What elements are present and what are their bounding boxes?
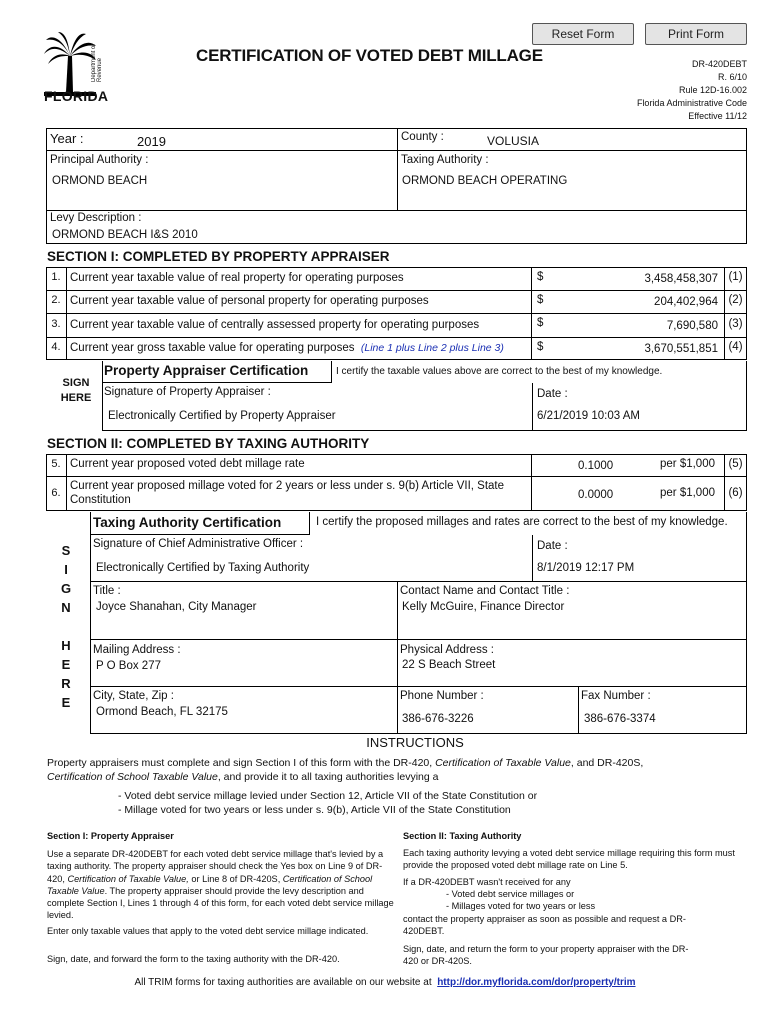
s1-row-line-3 (46, 337, 747, 338)
city-state-zip-value[interactable]: Ormond Beach, FL 32175 (96, 706, 228, 718)
form-meta (637, 58, 747, 123)
s2-row5-per: per $1,000 (660, 458, 715, 470)
s2-row6-text-line1: Current year proposed millage voted for 2 years or less under s. 9(b) Article VII, State (70, 480, 505, 492)
ta-line-3 (90, 686, 747, 687)
here-label: HERE (60, 392, 92, 404)
form-title: CERTIFICATION OF VOTED DEBT MILLAGE (196, 46, 543, 65)
s2-row-line (46, 476, 747, 477)
intro-bullet-2: - Millage voted for two years or less under s. 9(b), Article VII of the State Constitution (118, 804, 511, 816)
s2-row6-per: per $1,000 (660, 487, 715, 499)
physical-address-value[interactable]: 22 S Beach Street (402, 659, 496, 671)
s1-instructions-p3: Sign, date, and forward the form to the taxing authority with the DR-420. (47, 954, 340, 964)
s1-row1-dollar: $ (537, 271, 544, 283)
form-code: Florida Administrative Code (636, 98, 747, 108)
form-revision: R. 6/10 (717, 72, 747, 82)
s1-row-line-2 (46, 313, 747, 314)
fax-value[interactable]: 386-676-3374 (584, 713, 656, 725)
s1-instructions-p2: Enter only taxable values that apply to the voted debt service millage indicated. (47, 926, 369, 936)
dept-of-revenue-text: Department of Revenue (91, 43, 103, 82)
footer-text: All TRIM forms for taxing authorities are available on our website at (134, 977, 432, 988)
s2-row6-text-line2: Constitution (70, 494, 131, 506)
s1-row3-dollar: $ (537, 317, 544, 329)
pa-cert-text: I certify the taxable values above are correct to the best of my knowledge. (336, 366, 663, 377)
taxing-authority-value[interactable]: ORMOND BEACH OPERATING (402, 175, 568, 187)
s2-col-num (66, 454, 67, 511)
form-effective: Effective 11/12 (688, 111, 747, 121)
s1-row1-text: Current year taxable value of real property for operating purposes (70, 272, 404, 284)
section1-title: SECTION I: COMPLETED BY PROPERTY APPRAISER (47, 249, 390, 264)
county-value[interactable]: VOLUSIA (487, 134, 540, 148)
contact-label: Contact Name and Contact Title : (400, 585, 570, 597)
pa-cert-title: Property Appraiser Certification (104, 363, 309, 378)
county-label: County : (401, 131, 444, 143)
s1-row-line-1 (46, 290, 747, 291)
trim-forms-link[interactable]: http://dor.myflorida.com/dor/property/trim (437, 977, 636, 988)
s1-instructions-title: Section I: Property Appraiser (47, 831, 174, 841)
s1-row4-amount[interactable]: 3,670,551,851 (644, 343, 718, 355)
instructions-heading-text: INSTRUCTIONS (366, 735, 464, 750)
info-line-2 (46, 210, 747, 211)
s1-p1-c: or Line 8 of DR-420S, (188, 873, 283, 884)
intro-text-b: Certification of Taxable Value (435, 757, 571, 769)
phone-label: Phone Number : (400, 690, 484, 702)
sign-letter: G (60, 581, 72, 596)
sign-letter: I (64, 562, 68, 577)
s2-row5-value[interactable]: 0.1000 (578, 460, 614, 472)
s2-instructions-bullet-1: - Voted debt service millages or (446, 889, 575, 899)
footer (0, 977, 770, 988)
ta-date-value[interactable]: 8/1/2019 12:17 PM (537, 562, 635, 574)
physical-address-label: Physical Address : (400, 644, 494, 656)
pa-date-label: Date : (537, 388, 568, 400)
s1-col-amount (531, 267, 532, 360)
s1-row1-ref: (1) (728, 271, 743, 283)
ta-line-1 (90, 581, 747, 582)
instructions-intro (47, 756, 747, 784)
pa-date-value[interactable]: 6/21/2019 10:03 AM (537, 410, 640, 422)
s2-instructions-p3: contact the property appraiser as soon as possible and request a DR-420DEBT. (403, 914, 686, 937)
info-line-1 (46, 150, 747, 151)
s2-row5-ref: (5) (728, 458, 743, 470)
cao-signature-value[interactable]: Electronically Certified by Taxing Authority (96, 562, 310, 574)
s2-col-value (531, 454, 532, 511)
ta-line-2 (90, 639, 747, 640)
here-letter: H (61, 638, 71, 653)
pa-signature-value[interactable]: Electronically Certified by Property Appraiser (108, 410, 336, 422)
form-number: DR-420DEBT (691, 59, 747, 69)
s2-row6-ref: (6) (728, 487, 743, 499)
s2-row5-text: Current year proposed voted debt millage rate (70, 458, 305, 470)
ta-date-label: Date : (537, 540, 568, 552)
intro-bullet-1: - Voted debt service millage levied under Section 12, Article VII of the State Constitution or (118, 790, 538, 802)
s1-p1-d: Certification of School Taxable Value (47, 873, 373, 896)
intro-text-c: , and DR-420S, (570, 757, 644, 769)
ta-fax-divider (578, 686, 579, 734)
sign-letter: S (61, 543, 71, 558)
intro-text-d: Certification of School Taxable Value (47, 771, 218, 783)
s2-row6-text (70, 479, 504, 507)
s1-row4-ref: (4) (728, 341, 743, 353)
fax-label: Fax Number : (581, 690, 651, 702)
s1-row3-amount[interactable]: 7,690,580 (666, 320, 718, 332)
year-label: Year : (50, 131, 84, 146)
florida-logo-text: FLORIDA (44, 88, 109, 104)
levy-description-value[interactable]: ORMOND BEACH I&S 2010 (52, 229, 198, 241)
s1-row4-dollar: $ (537, 341, 544, 353)
here-letter: R (61, 676, 71, 691)
s2-row6-value[interactable]: 0.0000 (578, 489, 614, 501)
sign-vertical-label (56, 541, 76, 712)
contact-value[interactable]: Kelly McGuire, Finance Director (402, 601, 565, 613)
s2-instructions-title: Section II: Taxing Authority (403, 831, 522, 841)
sign-here-block-1 (58, 376, 94, 406)
s1-instructions-p1 (47, 848, 395, 922)
principal-authority-label: Principal Authority : (50, 154, 149, 166)
s1-row2-dollar: $ (537, 294, 544, 306)
reset-form-button[interactable]: Reset Form (532, 23, 634, 45)
year-value[interactable]: 2019 (137, 134, 166, 149)
ta-cert-title: Taxing Authority Certification (93, 515, 282, 530)
s2-instructions-p2: If a DR-420DEBT wasn't received for any (403, 877, 571, 887)
intro-text-a: Property appraisers must complete and sign Section I of this form with the DR-420, (47, 757, 436, 769)
s1-row4-num: 4. (51, 341, 61, 353)
pa-date-divider (532, 383, 533, 431)
instructions-heading (0, 735, 770, 750)
s1-row2-amount[interactable]: 204,402,964 (654, 296, 718, 308)
intro-text-e: , and provide it to all taxing authorities levying a (217, 771, 439, 783)
s1-p1-a: Use a separate DR-420DEBT for each voted debt service millage that's levied by a taxing authority. The property appraiser should check the Yes box on Line 9 of DR-420, (47, 849, 384, 884)
s1-row1-amount[interactable]: 3,458,458,307 (644, 273, 718, 285)
s1-row1-num: 1. (51, 271, 61, 283)
s1-row2-ref: (2) (728, 294, 743, 306)
cao-signature-label: Signature of Chief Administrative Officer : (93, 538, 304, 550)
s1-row2-num: 2. (51, 294, 61, 306)
s1-row3-num: 3. (51, 318, 61, 330)
pa-signature-label: Signature of Property Appraiser : (104, 386, 271, 398)
ta-cert-text: I certify the proposed millages and rates are correct to the best of my knowledge. (316, 516, 728, 528)
sign-label: SIGN (62, 377, 90, 389)
form-rule: Rule 12D-16.002 (678, 85, 747, 95)
s1-row3-ref: (3) (728, 318, 743, 330)
s2-instructions-p4: Sign, date, and return the form to your property appraiser with the DR-420 or DR-420S. (403, 944, 689, 967)
levy-description-label: Levy Description : (50, 212, 142, 224)
s1-row2-text: Current year taxable value of personal property for operating purposes (70, 295, 429, 307)
s1-p1-e: . The property appraiser should provide the levy description and complete Section I, Lines 1 through 4 of this form, for each voted debt service millage levied. (47, 885, 394, 921)
s2-instructions-p1: Each taxing authority levying a voted debt service millage requiring this form must provide the proposed voted debt millage rate on Line 5. (403, 848, 735, 871)
title-label: Title : (93, 585, 121, 597)
s1-col-num (66, 267, 67, 360)
section2-title: SECTION II: COMPLETED BY TAXING AUTHORITY (47, 436, 370, 451)
s1-row4-note: (Line 1 plus Line 2 plus Line 3) (360, 342, 504, 354)
s2-instructions-bullet-2: - Millages voted for two years or less (446, 901, 596, 911)
s1-p1-b: Certification of Taxable Value, (67, 873, 189, 884)
s1-row4-text: Current year gross taxable value for operating purposes (70, 342, 355, 354)
s1-row3-text: Current year taxable value of centrally assessed property for operating purposes (70, 319, 480, 331)
city-state-zip-label: City, State, Zip : (93, 690, 174, 702)
ta-date-divider (532, 535, 533, 581)
sign-letter: N (61, 600, 71, 615)
here-letter: E (61, 695, 71, 710)
phone-value[interactable]: 386-676-3226 (402, 713, 474, 725)
here-letter: E (61, 657, 71, 672)
s1-row4-text-wrap (70, 342, 504, 354)
print-form-button[interactable]: Print Form (645, 23, 747, 45)
title-value[interactable]: Joyce Shanahan, City Manager (96, 601, 257, 613)
principal-authority-value[interactable]: ORMOND BEACH (52, 175, 148, 187)
mailing-address-value[interactable]: P O Box 277 (96, 660, 161, 672)
mailing-address-label: Mailing Address : (93, 644, 181, 656)
ta-mid-divider (397, 581, 398, 734)
s2-row5-num: 5. (51, 458, 61, 470)
info-divider (46, 128, 398, 210)
taxing-authority-label: Taxing Authority : (401, 154, 489, 166)
s2-row6-num: 6. (51, 487, 61, 499)
